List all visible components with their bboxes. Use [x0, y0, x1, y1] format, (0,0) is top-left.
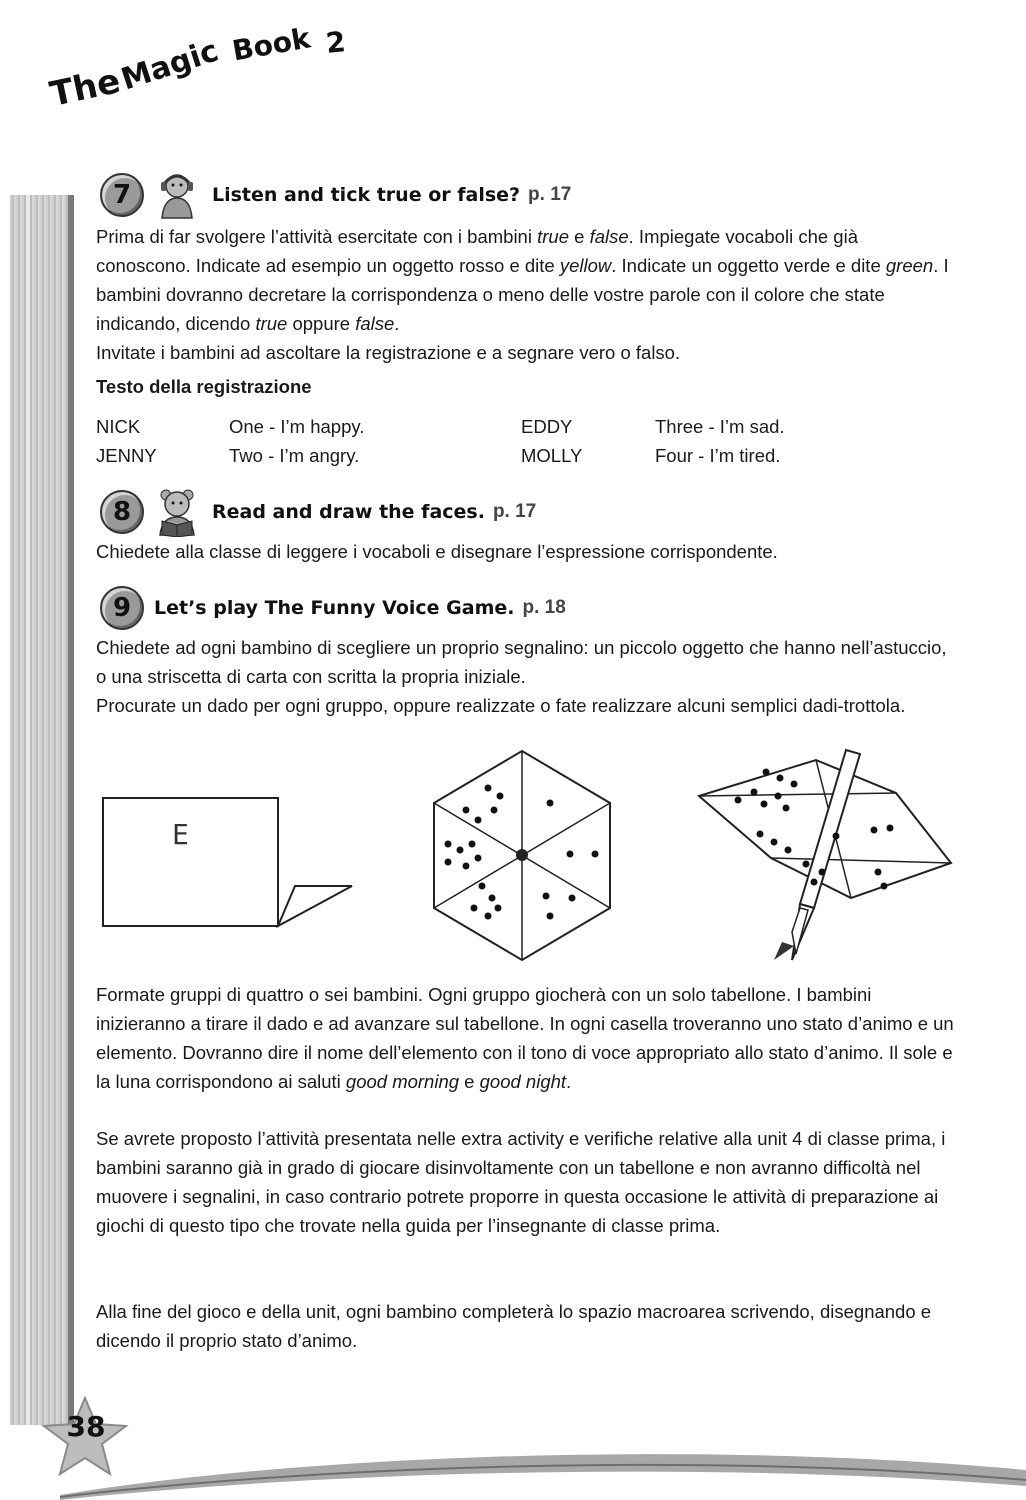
page-reference: p. 17 [528, 184, 572, 205]
section-title: Let’s play The Funny Voice Game. [154, 597, 515, 619]
script-line: Three - I’m sad. [655, 416, 785, 437]
section-7-paragraph-2: Invitate i bambini ad ascoltare la registrazione e a segnare vero o falso. [96, 342, 681, 363]
folded-card-drawing [100, 790, 360, 935]
script-speaker: EDDY [521, 416, 573, 437]
section-title: Listen and tick true or false? [212, 184, 521, 206]
title-word: 2 [324, 25, 348, 60]
page-reference: p. 17 [492, 501, 537, 522]
script-speaker: MOLLY [521, 445, 583, 466]
section-number-badge: 8 [100, 490, 144, 534]
title-word: Book [229, 21, 313, 68]
section-9-paragraph-2: Procurate un dado per ogni gruppo, oppure realizzate o fate realizzare alcuni semplici dadi-trottola. [96, 695, 906, 716]
bottom-swoosh-decoration [0, 1400, 1026, 1500]
card-letter: E [172, 818, 189, 851]
section-9-paragraph-5: Alla fine del gioco e della unit, ogni bambino completerà lo spazio macroarea scrivendo, disegnando e dicendo il proprio stato d’animo. [96, 1301, 932, 1351]
section-number-badge: 7 [100, 173, 144, 217]
script-heading: Testo della registrazione [96, 376, 312, 397]
page-number: 38 [66, 1410, 106, 1443]
section-8-header [100, 487, 536, 537]
script-speaker: NICK [96, 416, 141, 437]
script-line: Two - I’m angry. [229, 445, 360, 466]
section-9-header [100, 586, 566, 630]
section-9-paragraph-4: Se avrete proposto l’attività presentata nelle extra activity e verifiche relative alla unit 4 di classe prima, i bambini saranno già in grado di giocare disinvoltamente con un tabellone e non avranno difficoltà nel muovere i segnalini, in caso contrario potrete proporre in questa occasione le attività di preparazione ai giochi di questo tipo che trovate nella guida per l’insegnante di classe prima. [96, 1128, 946, 1236]
bear-headphones-icon [152, 170, 202, 220]
section-title: Read and draw the faces. [212, 501, 485, 523]
title-word: The [46, 61, 124, 115]
section-7-header [100, 170, 571, 220]
section-8-paragraph: Chiedete alla classe di leggere i vocaboli e disegnare l’espressione corrispondente. [96, 541, 778, 562]
spinner-with-pencil-illustration [696, 748, 956, 963]
section-9-paragraph-1: Chiedete ad ogni bambino di scegliere un proprio segnalino: un piccolo oggetto che hanno nell’astuccio, o una striscetta di carta con scritta la propria iniziale. [96, 637, 947, 687]
section-9-paragraph-3: Formate gruppi di quattro o sei bambini. Ogni gruppo giocherà con un solo tabellone. I bambini inizieranno a tirare il dado e ad avanzare sul tabellone. In ogni casella troveranno uno stato d’animo e un elemento. Dovranno dire il nome dell’elemento con il tono di voce appropriato allo stato d’animo. Il sole e la luna corrispondono ai saluti good morning e good night. [96, 984, 954, 1092]
section-number-badge: 9 [100, 586, 144, 630]
title-word: Magic [117, 33, 223, 98]
left-page-border [10, 195, 74, 1425]
script-line: Four - I’m tired. [655, 445, 781, 466]
page-reference: p. 18 [522, 597, 566, 618]
bear-reading-icon [152, 487, 202, 537]
section-7-paragraph-1: Prima di far svolgere l’attività esercitate con i bambini true e false. Impiegate vocaboli che già conoscono. Indicate ad esempio un oggetto rosso e dite yellow. Indicate un oggetto verde e dite green. I bambini dovranno decretare la corrispondenza o meno delle vostre parole con il colore che state indicando, dicendo true oppure false. [96, 226, 949, 334]
book-title [40, 20, 370, 120]
hexagon-spinner-top-view [430, 748, 615, 963]
folded-card-illustration [100, 790, 360, 935]
script-line: One - I’m happy. [229, 416, 365, 437]
script-speaker: JENNY [96, 445, 157, 466]
